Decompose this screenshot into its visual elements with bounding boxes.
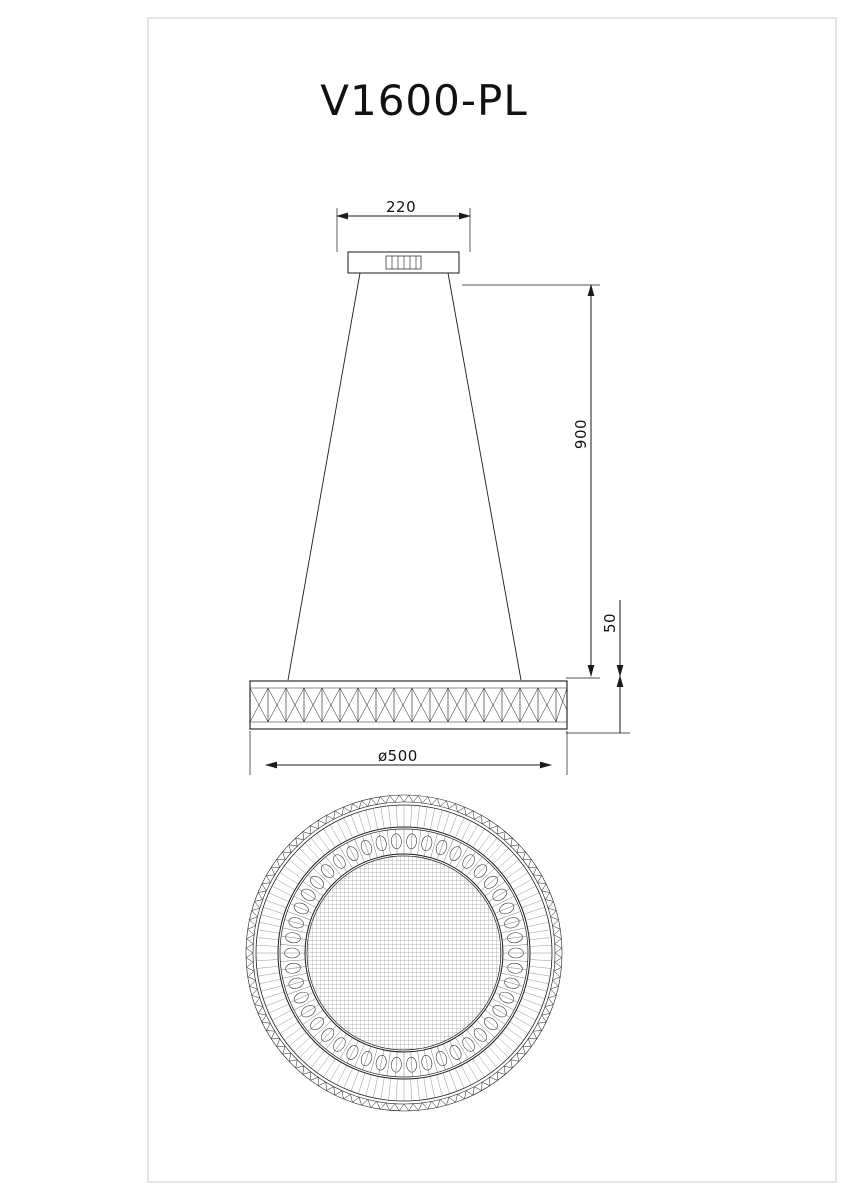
front-elevation-view <box>250 208 630 775</box>
dimension-label-canopy-width: 220 <box>386 198 417 216</box>
diffuser-mesh <box>306 855 502 1051</box>
suspension-cables <box>288 273 521 680</box>
page-title: V1600-PL <box>320 76 528 125</box>
luminaire-body-elevation <box>250 681 567 729</box>
bottom-plan-view <box>246 795 562 1111</box>
dimension-label-suspension-height: 900 <box>572 418 591 450</box>
ceiling-canopy <box>348 252 459 273</box>
sheet-border <box>148 18 836 1182</box>
dimension-suspension-height <box>462 285 600 678</box>
dimension-body-height <box>566 600 630 733</box>
dimension-label-body-diameter: ø500 <box>378 747 418 765</box>
dimension-label-body-height: 50 <box>601 612 620 634</box>
